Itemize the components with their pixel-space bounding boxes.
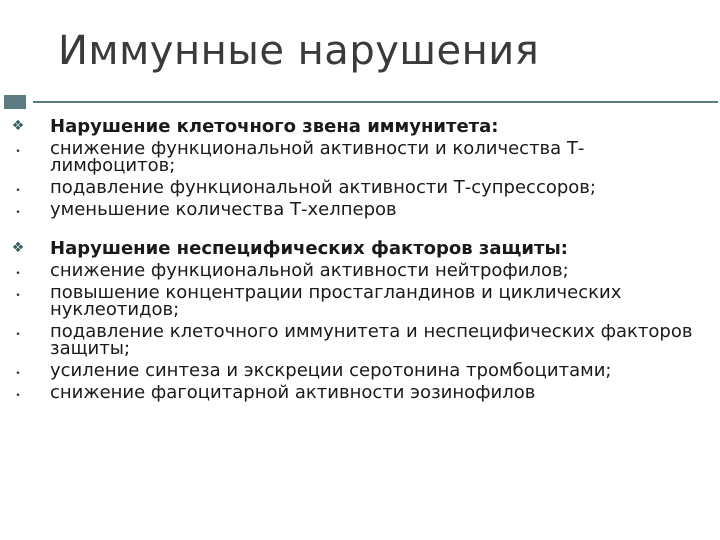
slide-title: Иммунные нарушения bbox=[58, 28, 540, 74]
dot-bullet-icon: • bbox=[15, 208, 21, 218]
list-item bbox=[0, 384, 698, 401]
list-item bbox=[0, 140, 698, 174]
list-item bbox=[0, 323, 698, 357]
list-item-text: уменьшение количества Т-хелперов bbox=[50, 199, 397, 220]
dot-bullet-icon: • bbox=[15, 391, 21, 401]
dot-bullet-icon: • bbox=[15, 147, 21, 157]
list-item bbox=[0, 201, 698, 218]
list-item-text: подавление функциональной активности Т-супрессоров; bbox=[50, 177, 596, 198]
diamond-bullet-icon: ❖ bbox=[11, 240, 25, 256]
title-rule-block bbox=[4, 95, 26, 109]
section-heading bbox=[0, 240, 698, 257]
slide-content bbox=[0, 118, 720, 423]
list-item bbox=[0, 284, 698, 318]
dot-bullet-icon: • bbox=[15, 369, 21, 379]
list-item-text: снижение фагоцитарной активности эозинофилов bbox=[50, 382, 536, 403]
list-item-text: повышение концентрации простагландинов и циклических нуклеотидов; bbox=[50, 282, 622, 320]
dot-bullet-icon: • bbox=[15, 291, 21, 301]
section-cellular-immunity bbox=[0, 118, 720, 218]
list-item bbox=[0, 179, 698, 196]
section-nonspecific-defense bbox=[0, 240, 720, 401]
list-item-text: снижение функциональной активности нейтрофилов; bbox=[50, 260, 569, 281]
section-heading-text: Нарушение неспецифических факторов защиты: bbox=[50, 238, 568, 259]
section-heading-text: Нарушение клеточного звена иммунитета: bbox=[50, 116, 499, 137]
list-item-text: подавление клеточного иммунитета и неспецифических факторов защиты; bbox=[50, 321, 693, 359]
section-heading bbox=[0, 118, 698, 135]
dot-bullet-icon: • bbox=[15, 186, 21, 196]
list-item bbox=[0, 262, 698, 279]
dot-bullet-icon: • bbox=[15, 330, 21, 340]
title-rule-line bbox=[33, 101, 718, 103]
list-item bbox=[0, 362, 698, 379]
diamond-bullet-icon: ❖ bbox=[11, 118, 25, 134]
list-item-text: снижение функциональной активности и количества Т-лимфоцитов; bbox=[50, 138, 585, 176]
list-item-text: усиление синтеза и экскреции серотонина тромбоцитами; bbox=[50, 360, 612, 381]
dot-bullet-icon: • bbox=[15, 269, 21, 279]
